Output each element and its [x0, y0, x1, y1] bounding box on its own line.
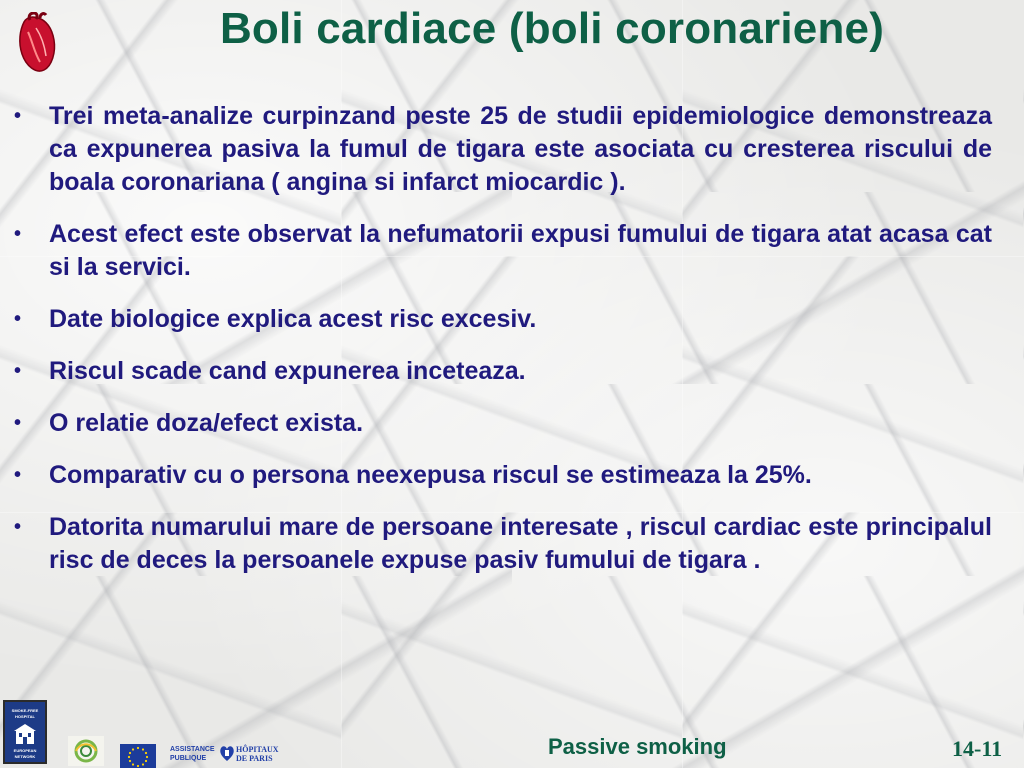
bullet-item [14, 218, 992, 284]
logo-text: HÔPITAUX [236, 745, 279, 754]
bullet-marker: • [14, 223, 22, 245]
logo-text: PUBLIQUE [170, 755, 207, 762]
bullet-text: Acest efect este observat la nefumatorii expusi fumului de tigara atat acasa cat si la servici. [49, 220, 992, 281]
hospital-swirl-logo [68, 736, 104, 766]
bullet-marker: • [14, 360, 22, 382]
logo-text: HOSPITAL [15, 714, 35, 719]
slide-title: Boli cardiace (boli coronariene) [219, 4, 885, 53]
bullet-marker: • [14, 308, 22, 330]
aphp-emblem-icon [219, 744, 235, 762]
logo-text: DE PARIS [236, 754, 273, 763]
logo-text: NETWORK [14, 754, 36, 759]
bullet-item [14, 303, 992, 336]
bullet-item [14, 100, 992, 199]
bullet-marker: • [14, 516, 22, 538]
hospital-building-icon [14, 724, 36, 744]
logo-text: ASSISTANCE [170, 746, 215, 753]
bullet-item [14, 407, 992, 440]
bullet-marker: • [14, 105, 22, 127]
bullet-text: Trei meta-analize curpinzand peste 25 de studii epidemiologice demonstreaza ca expunerea pasiva la fumul de tigara este asociata cu cresterea riscului de boala coronariana ( angina si infarct miocardic ). [49, 102, 992, 196]
bullet-item [14, 511, 992, 577]
aphp-logo [170, 744, 286, 766]
bullet-item [14, 355, 992, 388]
bullet-text: Datorita numarului mare de persoane interesate , riscul cardiac este principalul risc de deces la persoanele expuse pasiv fumului de tigara . [49, 513, 992, 574]
eu-flag-icon [120, 744, 156, 768]
bullet-text: Comparativ cu o persona neexepusa riscul se estimeaza la 25%. [49, 461, 812, 489]
smoke-free-hospital-network-logo [3, 700, 47, 764]
bullet-marker: • [14, 412, 22, 434]
bullet-marker: • [14, 464, 22, 486]
bullet-text: Riscul scade cand expunerea inceteaza. [49, 357, 526, 385]
bullet-text: O relatie doza/efect exista. [49, 409, 364, 437]
aphp-left-text [170, 745, 218, 763]
heart-icon [16, 12, 58, 76]
logo-text: SMOKE-FREE [11, 708, 39, 713]
slide-number: 14-11 [952, 736, 1003, 761]
aphp-right-text [236, 745, 286, 763]
logo-text: EUROPEAN [13, 748, 37, 753]
footer-label: Passive smoking [548, 734, 727, 759]
bullet-list [14, 100, 992, 596]
bullet-text: Date biologice explica acest risc excesiv. [49, 305, 537, 333]
bullet-item [14, 459, 992, 492]
